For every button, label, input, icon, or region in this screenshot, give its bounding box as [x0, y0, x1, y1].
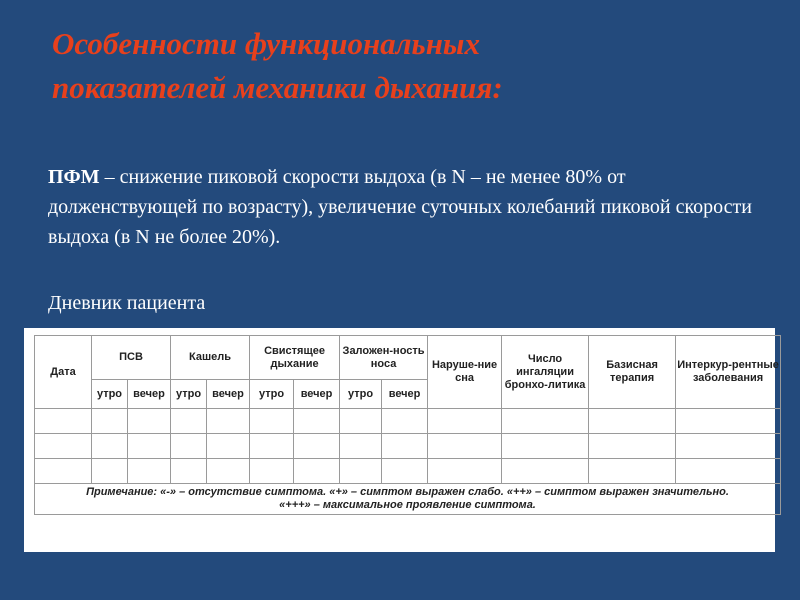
slide-title-line2: показателей механики дыхания: [52, 70, 503, 105]
table-row [35, 409, 781, 434]
table-header-row [35, 336, 781, 380]
col-nasal: Заложен-ность носа [340, 336, 428, 380]
slide-title-line1: Особенности функциональных [52, 26, 480, 61]
col-basic-therapy: Базисная терапия [589, 336, 676, 409]
col-wheeze: Свистящее дыхание [250, 336, 340, 380]
table-row [35, 459, 781, 484]
nasal-morning: утро [340, 380, 382, 409]
psv-evening: вечер [128, 380, 171, 409]
wheeze-evening: вечер [294, 380, 340, 409]
cough-evening: вечер [207, 380, 250, 409]
patient-diary-panel [24, 328, 779, 552]
col-sleep: Наруше-ние сна [428, 336, 502, 409]
col-cough: Кашель [171, 336, 250, 380]
pfm-description: – снижение пиковой скорости выдоха (в N – не менее 80% от долженствующей по возрасту), увеличение суточных колебаний пиковой скорости выдоха (в N не более 20%). [48, 166, 752, 248]
note-line1: Примечание: «-» – отсутствие симптома. «+» – симптом выражен слабо. «++» – симптом выражен значительно. [86, 486, 729, 498]
table-row [35, 434, 781, 459]
psv-morning: утро [92, 380, 128, 409]
col-date: Дата [35, 336, 92, 409]
patient-diary-table [34, 335, 781, 515]
note-line2: «+++» – максимальное проявление симптома. [279, 499, 536, 511]
pfm-abbreviation: ПФМ [48, 166, 100, 188]
slide-title [52, 22, 772, 110]
col-intercurrent: Интеркур-рентные заболевания [676, 336, 781, 409]
col-inhalations: Число ингаляции бронхо-литика [502, 336, 589, 409]
wheeze-morning: утро [250, 380, 294, 409]
pfm-paragraph [48, 162, 768, 252]
table-note [35, 484, 781, 515]
nasal-evening: вечер [382, 380, 428, 409]
cough-morning: утро [171, 380, 207, 409]
diary-label: Дневник пациента [48, 292, 206, 314]
col-psv: ПСВ [92, 336, 171, 380]
table-note-row [35, 484, 781, 515]
